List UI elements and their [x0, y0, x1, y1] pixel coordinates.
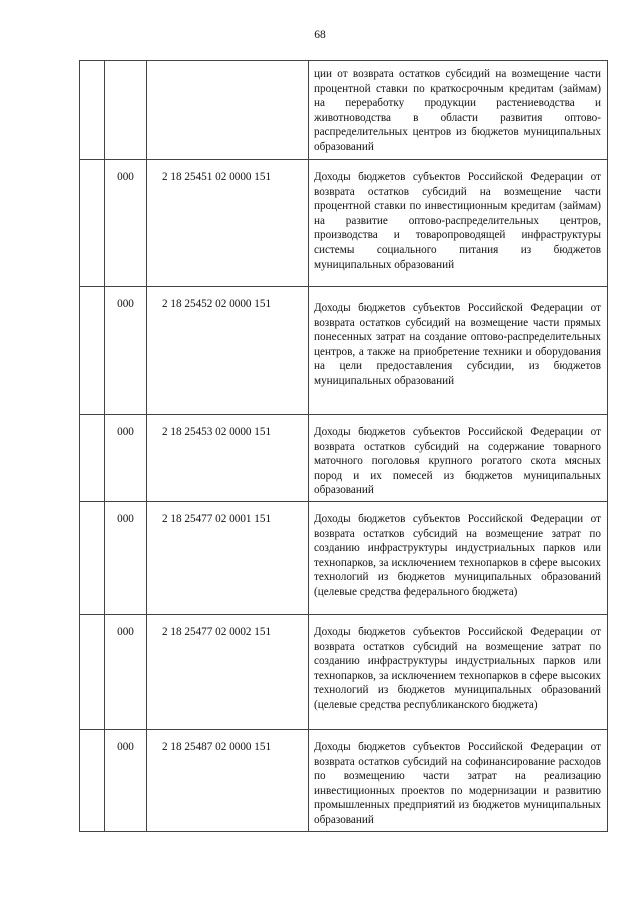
admin-code-cell: 000 [105, 287, 147, 415]
income-description-cell: ции от возврата остатков субсидий на возмещение части процентной ставки по краткосрочным кредитам (займам) на переработку продукции растениеводства и животноводства в области развития оптово-распределительных центров из бюджетов муниципальных образований [309, 61, 608, 160]
classification-code-cell [147, 61, 309, 160]
admin-code-cell: 000 [105, 729, 147, 831]
table-row [80, 614, 608, 729]
table-row [80, 501, 608, 614]
blank-column-cell [80, 614, 105, 729]
classification-code-cell: 2 18 25477 02 0001 151 [147, 501, 309, 614]
table-row [80, 729, 608, 831]
table-row [80, 415, 608, 502]
income-description-cell: Доходы бюджетов субъектов Российской Федерации от возврата остатков субсидий на возмещение затрат по созданию инфраструктуры индустриальных парков или технопарков, за исключением технопарков в сфере высоких технологий из бюджетов муниципальных образований (целевые средства федерального бюджета) [309, 501, 608, 614]
table-row [80, 61, 608, 160]
income-description-cell: Доходы бюджетов субъектов Российской Федерации от возврата остатков субсидий на возмещение части прямых понесенных затрат на создание оптово-распределительных центров, а также на приобретение техники и оборудования на цели предоставления субсидии, из бюджетов муниципальных образований [309, 287, 608, 415]
page-number: 68 [314, 29, 326, 41]
income-description-cell: Доходы бюджетов субъектов Российской Федерации от возврата остатков субсидий на возмещение затрат по созданию инфраструктуры индустриальных парков или технопарков, за исключением технопарков в сфере высоких технологий из бюджетов муниципальных образований (целевые средства республиканского бюджета) [309, 614, 608, 729]
admin-code-cell: 000 [105, 614, 147, 729]
admin-code-cell: 000 [105, 160, 147, 287]
blank-column-cell [80, 729, 105, 831]
classification-code-cell: 2 18 25452 02 0000 151 [147, 287, 309, 415]
budget-classification-table [79, 60, 608, 832]
admin-code-cell [105, 61, 147, 160]
blank-column-cell [80, 415, 105, 502]
classification-code-cell: 2 18 25453 02 0000 151 [147, 415, 309, 502]
table-row [80, 160, 608, 287]
classification-code-cell: 2 18 25451 02 0000 151 [147, 160, 309, 287]
blank-column-cell [80, 61, 105, 160]
income-description-cell: Доходы бюджетов субъектов Российской Федерации от возврата остатков субсидий на софинансирование расходов по возмещению части затрат на реализацию инвестиционных проектов по модернизации и развитию промышленных предприятий из бюджетов муниципальных образований [309, 729, 608, 831]
table-row [80, 287, 608, 415]
income-description-cell: Доходы бюджетов субъектов Российской Федерации от возврата остатков субсидий на содержание товарного маточного поголовья крупного рогатого скота мясных пород и их помесей из бюджетов муниципальных образований [309, 415, 608, 502]
classification-code-cell: 2 18 25487 02 0000 151 [147, 729, 309, 831]
blank-column-cell [80, 501, 105, 614]
income-description-cell: Доходы бюджетов субъектов Российской Федерации от возврата остатков субсидий на возмещение части процентной ставки по инвестиционным кредитам (займам) на развитие оптово-распределительных центров, производства и товаропроводящей инфраструктуры системы социального питания из бюджетов муниципальных образований [309, 160, 608, 287]
admin-code-cell: 000 [105, 501, 147, 614]
classification-code-cell: 2 18 25477 02 0002 151 [147, 614, 309, 729]
blank-column-cell [80, 160, 105, 287]
admin-code-cell: 000 [105, 415, 147, 502]
blank-column-cell [80, 287, 105, 415]
